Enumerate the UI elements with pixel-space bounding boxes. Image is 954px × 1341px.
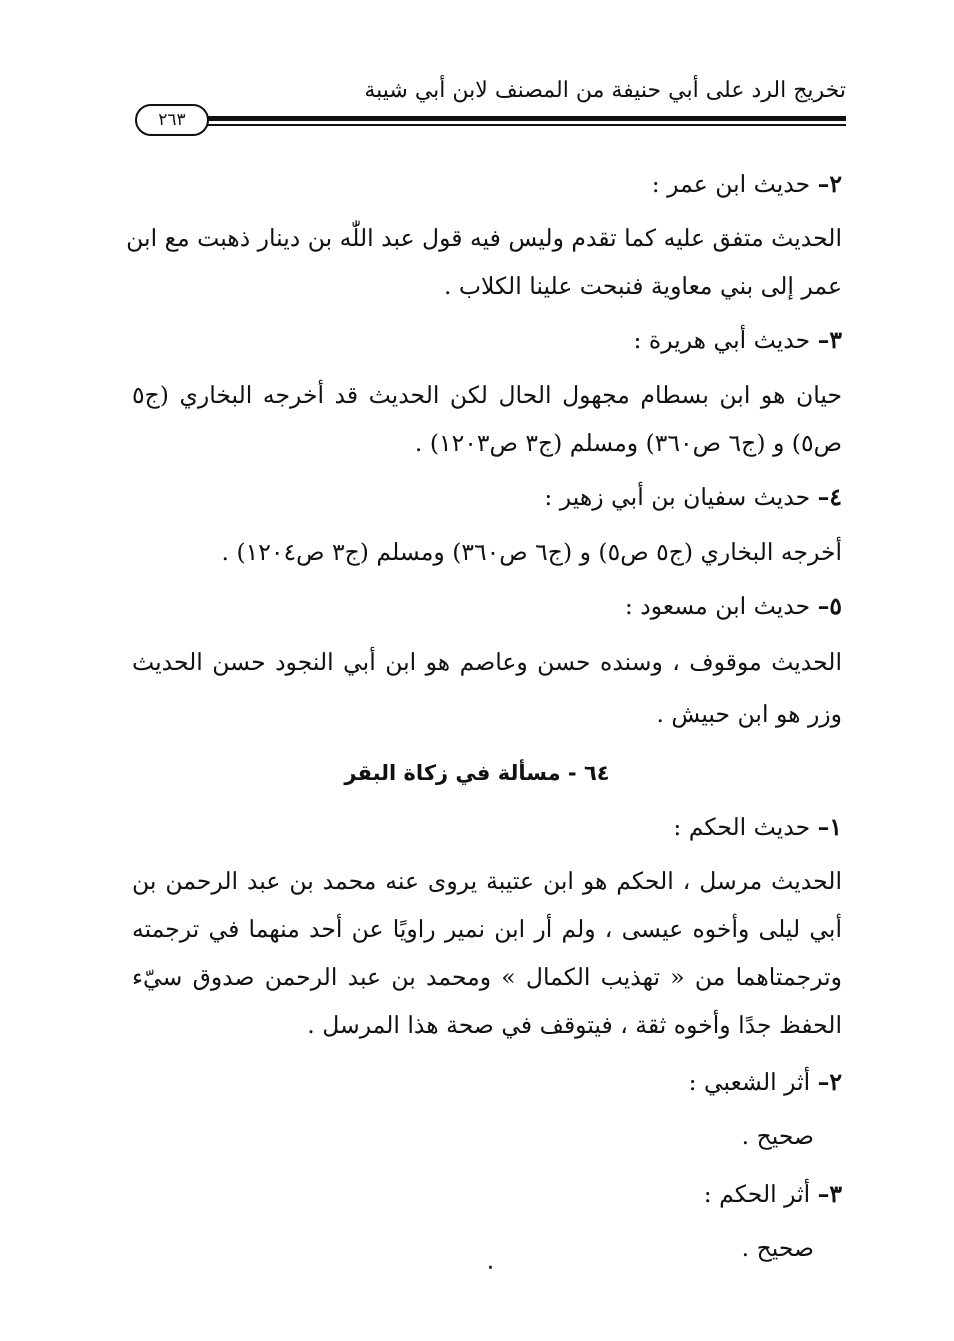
item-3-heading bbox=[634, 326, 843, 354]
header-rule bbox=[190, 116, 846, 128]
item-2-heading bbox=[652, 170, 842, 198]
item-2-number: ٢– bbox=[817, 170, 842, 198]
section-item-1-paragraph-line-3: وترجمتاهما من « تهذيب الكمال » ومحمد بن عبد الرحمن صدوق سيّء bbox=[132, 963, 842, 991]
item-4-number: ٤– bbox=[817, 483, 842, 511]
section-item-1-number: ١– bbox=[817, 813, 842, 841]
item-4-title: حديث سفيان بن أبي زهير : bbox=[544, 483, 811, 511]
item-3-paragraph-line-1: حيان هو ابن بسطام مجهول الحال لكن الحديث قد أخرجه البخاري (ج٥ bbox=[132, 381, 842, 409]
item-2-title: حديث ابن عمر : bbox=[651, 170, 811, 198]
item-3-paragraph-line-2: ص٥) و (ج٦ ص٣٦٠) ومسلم (ج٣ ص١٢٠٣) . bbox=[414, 429, 842, 457]
section-item-1-paragraph-line-1: الحديث مرسل ، الحكم هو ابن عتيبة يروى عنه محمد بن عبد الرحمن بن bbox=[132, 867, 842, 895]
footer-mark: ٠ bbox=[484, 1252, 497, 1280]
section-title: ٦٤ - مسألة في زكاة البقر bbox=[344, 761, 610, 785]
section-item-2-body: صحيح . bbox=[741, 1122, 814, 1150]
item-5-paragraph-line-2: وزر هو ابن حبيش . bbox=[656, 700, 842, 728]
item-5-number: ٥– bbox=[817, 592, 842, 620]
item-3-title: حديث أبي هريرة : bbox=[633, 326, 811, 354]
section-item-2-heading bbox=[689, 1068, 842, 1096]
item-5-heading bbox=[625, 592, 842, 620]
section-item-2-title: أثر الشعبي : bbox=[688, 1068, 811, 1096]
section-item-3-heading bbox=[704, 1180, 842, 1208]
section-item-3-title: أثر الحكم : bbox=[703, 1180, 811, 1208]
item-4-heading bbox=[544, 483, 842, 511]
section-item-1-title: حديث الحكم : bbox=[673, 813, 811, 841]
item-4-paragraph-line-1: أخرجه البخاري (ج٥ ص٥) و (ج٦ ص٣٦٠) ومسلم (ج٣ ص١٢٠٤) . bbox=[221, 538, 842, 566]
section-item-3-body: صحيح . bbox=[741, 1234, 814, 1262]
header-rule-thick bbox=[190, 116, 846, 121]
item-5-title: حديث ابن مسعود : bbox=[624, 592, 811, 620]
section-item-1-paragraph-line-4: الحفظ جدًا وأخوه ثقة ، فيتوقف في صحة هذا المرسل . bbox=[307, 1011, 842, 1039]
item-3-number: ٣– bbox=[817, 326, 842, 354]
section-item-3-number: ٣– bbox=[817, 1180, 842, 1208]
item-5-paragraph-line-1: الحديث موقوف ، وسنده حسن وعاصم هو ابن أبي النجود حسن الحديث bbox=[132, 648, 842, 676]
section-item-1-heading bbox=[673, 813, 842, 841]
page-number: ٢٦٣ bbox=[135, 104, 209, 136]
header-rule-thin bbox=[190, 124, 846, 126]
item-2-paragraph-line-1: الحديث متفق عليه كما تقدم وليس فيه قول عبد اللّٰه بن دينار ذهبت مع ابن bbox=[126, 224, 842, 252]
section-item-2-number: ٢– bbox=[817, 1068, 842, 1096]
section-item-1-paragraph-line-2: أبي ليلى وأخوه عيسى ، ولم أر ابن نمير راويًا عن أحد منهما في ترجمته bbox=[132, 915, 842, 943]
running-header-title: تخريج الرد على أبي حنيفة من المصنف لابن أبي شيبة bbox=[364, 78, 846, 103]
item-2-paragraph-line-2: عمر إلى بني معاوية فنبحت علينا الكلاب . bbox=[443, 272, 842, 300]
